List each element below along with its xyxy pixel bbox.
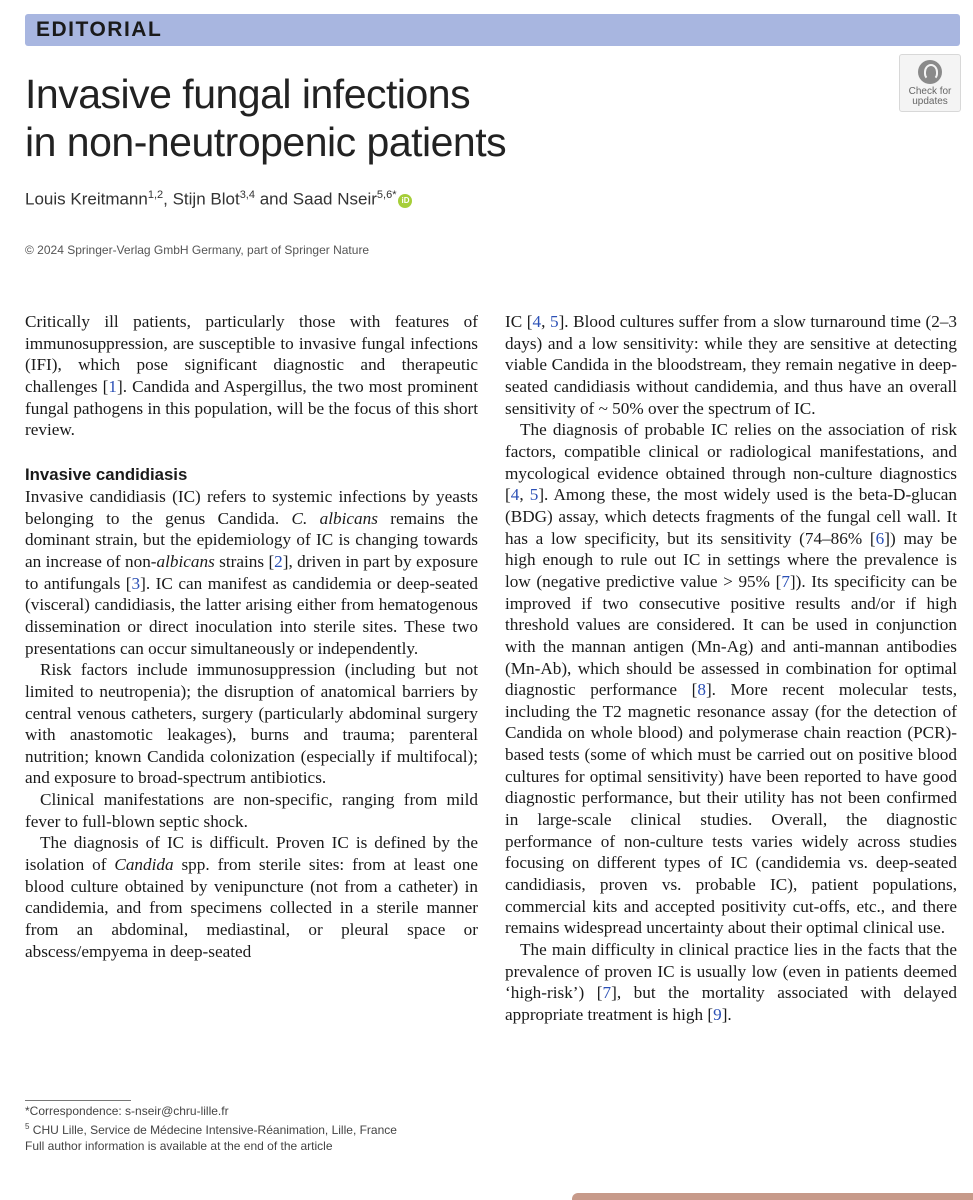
footnote [25, 1100, 478, 1154]
reference-link[interactable]: 1 [108, 376, 117, 396]
article-type-label: EDITORIAL [36, 18, 163, 41]
section-heading: Invasive candidiasis [25, 464, 188, 484]
affiliation-sup: 1,2 [147, 189, 164, 201]
reference-link[interactable]: 5 [549, 312, 559, 331]
reference-link[interactable]: 4 [510, 485, 520, 505]
article-type-banner [25, 14, 960, 46]
reference-link[interactable]: 5 [529, 485, 539, 505]
check-for-updates-button[interactable] [899, 54, 961, 112]
paragraph: Invasive candidiasis (IC) refers to systemic infections by yeasts belonging to the genus Candida. C. albicans remains the dominant strain, but the epidemiology of IC is changing towards an increase of non-albicans strains [2], driven in part by exposure to antifungals [3]. IC can manifest as candidemia or deep-seated (visceral) candidiasis, the latter arising either from hematogenous dissemination or direct inoculation into sterile sites. These two presentations can occur simultaneously or independently. [25, 486, 478, 658]
check-updates-icon [918, 60, 942, 84]
reference-link[interactable]: 9 [713, 1005, 722, 1024]
reference-link[interactable]: 3 [131, 573, 141, 593]
affiliation-line: $^5$ CHU Lille, Service de Médecine Intensive-Réanimation, Lille, France [25, 1122, 397, 1137]
left-column [25, 311, 478, 962]
paragraph: The diagnosis of IC is difficult. Proven IC is defined by the isolation of Candida spp. from sterile sites: from at least one blood culture obtained by venipuncture (not from a catheter) in candidemia, and from specimens collected in a sterile manner from an abdominal, mediastinal, or pleural space or abscess/empyema in deep-seated [25, 833, 478, 961]
title-line-2: in non-neutropenic patients [25, 119, 507, 165]
author-name[interactable]: Louis Kreitmann [25, 189, 148, 209]
reference-link[interactable]: 8 [697, 680, 706, 700]
page-corner-decoration [572, 1193, 973, 1200]
author-name[interactable]: Stijn Blot [172, 189, 240, 209]
copyright-notice: © 2024 Springer-Verlag GmbH Germany, part of Springer Nature [25, 243, 370, 257]
paragraph: Critically ill patients, particularly those with features of immunosuppression, are susceptible to invasive fungal infections (IFI), which pose significant diagnostic and therapeutic challenges [1]. Candida and Aspergillus, the two most prominent fungal pathogens in this population, will be the focus of this short review. [25, 312, 478, 440]
reference-link[interactable]: 7 [602, 983, 612, 1003]
author-info-line: Full author information is available at the end of the article [25, 1139, 333, 1153]
reference-link[interactable]: 2 [274, 551, 283, 571]
article-title [25, 70, 885, 166]
paragraph: Clinical manifestations are non-specific, ranging from mild fever to full-blown septic shock. [25, 790, 478, 831]
paragraph: The diagnosis of probable IC relies on the association of risk factors, compatible clinical or radiological manifestations, and mycological evidence obtained through non-culture diagnostics [4, 5]. Among these, the most widely used is the beta-D-glucan (BDG) assay, which detects fragments of the fungal cell wall. It has a low specificity, but its sensitivity (74–86% [6]) may be high enough to rule out IC in settings where the prevalence is low (negative predictive value > 95% [7]). Its specificity can be improved if two consecutive positive results and/or if high threshold values are considered. It can be used in conjunction with the mannan antigen (Mn-Ag) and anti-mannan antibodies (Mn-Ab), which should be assessed in combination for optimal diagnostic performance [8]. More recent molecular tests, including the T2 magnetic resonance assay (for the detection of Candida on whole blood) and polymerase chain reaction (PCR)-based tests (some of which must be carried out on positive blood cultures for optimal sensitivity) have been reported to have good diagnostic performance, but their utility has not been confirmed in large-scale clinical studies. Overall, the diagnostic performance of non-culture tests varies widely across studies focusing on different types of IC (candidemia vs. deep-seated candidiasis, proven vs. probable IC), patient populations, commercial kits and accepted positivity cut-offs, etc., and there remains widespread uncertainty about their optimal clinical use. [505, 420, 958, 938]
check-updates-label: Check for updates [908, 86, 952, 107]
title-line-1: Invasive fungal infections [25, 71, 471, 117]
paragraph: The main difficulty in clinical practice lies in the facts that the prevalence of proven IC is usually low (even in patients deemed ‘high-risk’) [7], but the mortality associated with delayed appropriate treatment is high [9]. [505, 940, 957, 1024]
affiliation-sup: 5,6* [376, 189, 397, 201]
author-list: Louis Kreitmann$^{1,2}$, Stijn Blot$^{3,4}$ and Saad Nseir$^{5,6*}$ iD [25, 189, 412, 210]
reference-link[interactable]: 7 [781, 571, 790, 591]
orcid-icon[interactable]: iD [398, 194, 412, 208]
reference-link[interactable]: 4 [532, 312, 542, 331]
paragraph: IC [4, 5]. Blood cultures suffer from a slow turnaround time (2–3 days) and a low sensitivity: while they are sensitive at detecting viable Candida in the bloodstream, they remain negative in deep-seated candidiasis without candidemia, and thus have an overall sensitivity of ~ 50% over the spectrum of IC. [505, 312, 958, 418]
paragraph: Risk factors include immunosuppression (including but not limited to neutropenia); the disruption of anatomical barriers by central venous catheters, surgery (particularly abdominal surgery with anastomotic leakages), burns and trauma; parenteral nutrition; known Candida colonization (especially if multifocal); and exposure to broad-spectrum antibiotics. [25, 660, 478, 788]
reference-link[interactable]: 6 [875, 528, 885, 548]
correspondence-line[interactable]: *Correspondence: s-nseir@chru-lille.fr [25, 1104, 229, 1118]
affiliation-sup: 3,4 [239, 189, 255, 201]
footnote-rule [25, 1100, 131, 1101]
right-column [505, 311, 957, 1026]
author-name[interactable]: Saad Nseir [292, 189, 377, 209]
